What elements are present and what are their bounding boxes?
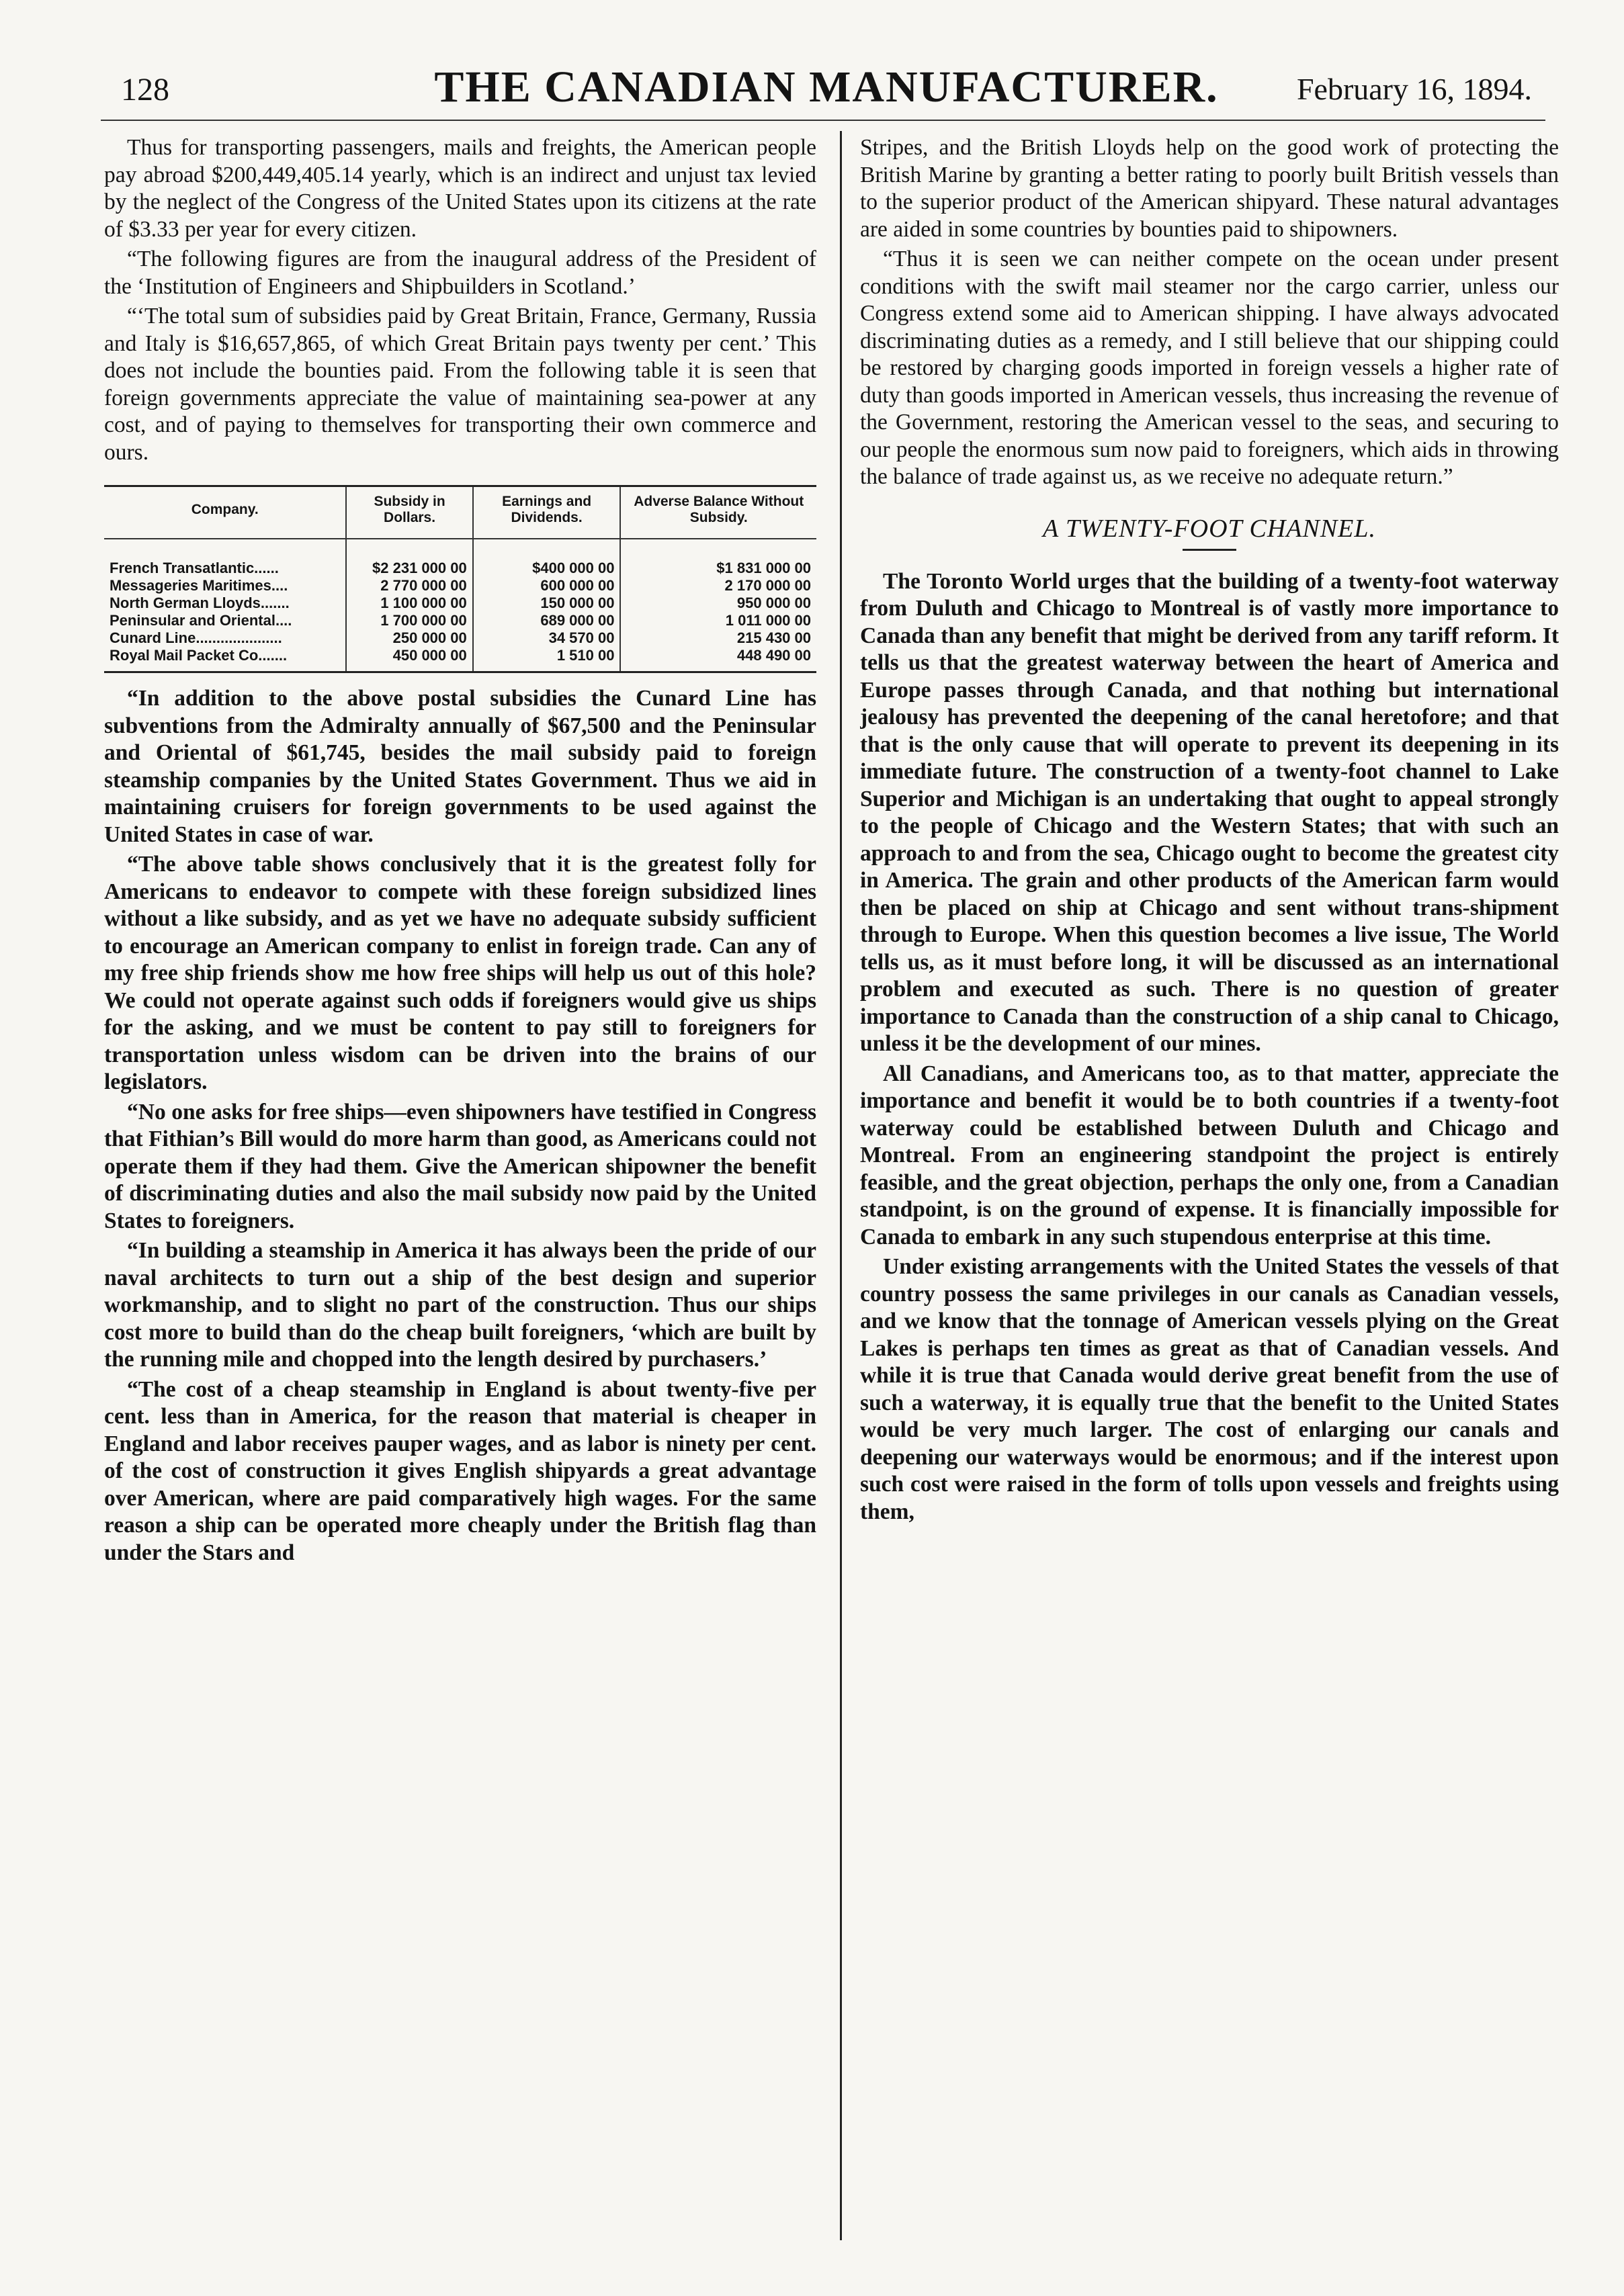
paragraph: “Thus it is seen we can neither compete on the ocean under present conditions with the swift mail steamer nor the cargo carrier, unless our Congress extend some aid to American shipping. I have always advocated discriminating duties as a remedy, and I still believe that our shipping could be restored by charging goods imported in foreign vessels a higher rate of duty than goods imported in American vessels, thus increasing the revenue of the Government, restoring the American vessel to the seas, and securing to our people the enormous sum now paid to foreigners, which aids in throwing the balance of trade against us, as we receive no adequate return.”	[860, 247, 1559, 489]
paragraph: Stripes, and the British Lloyds help on the good work of protecting the British Marine by granting a better rating to poorly built British vessels than to the superior product of the American shipyard. These natural advantages are aided in some countries by bounties paid to shipowners.	[860, 135, 1559, 242]
table-header-row	[104, 487, 816, 539]
paragraph: “The following figures are from the inaugural address of the President of the ‘Institution of Engineers and Shipbuilders in Scotland.’	[104, 247, 816, 299]
paragraph: “The cost of a cheap steamship in England is about twenty-five per cent. less than in America, for the reason that material is cheaper in England and labor receives pauper wages, and as labor is ninety per cent. of the cost of construction it gives English shipyards a great advantage over American, where are paid comparatively high wages. For the same reason a ship can be operated more cheaply under the British flag than under the Stars and	[104, 1376, 816, 1565]
subsidy-table-frame	[104, 485, 816, 673]
table-cell: $1 831 000 00	[620, 539, 816, 577]
heading-rule	[1183, 549, 1236, 551]
table-cell: 1 100 000 00	[346, 594, 472, 612]
table-cell: 1 700 000 00	[346, 612, 472, 629]
issue-date: February 16, 1894.	[1296, 72, 1532, 106]
paragraph: “‘The total sum of subsidies paid by Great Britain, France, Germany, Russia and Italy is $16,657,865, of which Great Britain pays twenty per cent.’ This does not include the bounties paid. From the following table it is seen that foreign governments appreciate the value of maintaining sea-power at any cost, and of paying to themselves for transporting their own commerce and ours.	[104, 304, 816, 465]
table-cell: 1 510 00	[473, 647, 621, 671]
table-cell: $400 000 00	[473, 539, 621, 577]
table-cell: French Transatlantic......	[110, 560, 279, 576]
table-cell: 34 570 00	[473, 629, 621, 647]
column-header: Earnings and Dividends.	[473, 487, 621, 539]
page-header	[121, 62, 1532, 116]
paragraph: “The above table shows conclusively that it is the greatest folly for Americans to endeavor to compete with these foreign subsidized lines without a like subsidy, and as yet we have no adequate subsidy sufficient to encourage an American company to enlist in foreign trade. Can any of my free ship friends show me how free ships will help us out of this hole? We could not operate against such odds if foreigners would give us ships for the asking, and we must be content to pay still to foreigners for transportation unless wisdom can be driven into the brains of our legislators.	[104, 852, 816, 1094]
table-cell: 2 770 000 00	[346, 577, 472, 594]
table-row	[104, 647, 816, 671]
column-header: Subsidy in Dollars.	[346, 487, 472, 539]
table-row	[104, 577, 816, 594]
table-cell: 2 170 000 00	[620, 577, 816, 594]
paragraph: “In building a steamship in America it has always been the pride of our naval architects to turn out a ship of the best design and superior workmanship, and to slight no part of the construction. Thus our ships cost more to build than do the cheap built foreigners, ‘which are built by the running mile and chopped into the length desired by purchasers.’	[104, 1238, 816, 1372]
column-divider	[840, 131, 842, 2240]
left-column	[104, 134, 816, 1566]
table-row	[104, 629, 816, 647]
page-number: 128	[121, 72, 169, 107]
column-header: Adverse Balance Without Subsidy.	[620, 487, 816, 539]
paragraph: Thus for transporting passengers, mails and freights, the American people pay abroad $200,449,405.14 yearly, which is an indirect and unjust tax levied by the neglect of the Congress of the United States upon its citizens at the rate of $3.33 per year for every citizen.	[104, 135, 816, 242]
table-cell: 1 011 000 00	[620, 612, 816, 629]
table-row	[104, 539, 816, 577]
table-cell: Cunard Line.....................	[110, 629, 282, 646]
paragraph: “In addition to the above postal subsidies the Cunard Line has subventions from the Admiralty annually of $67,500 and the Peninsular and Oriental of $61,745, besides the mail subsidy paid to foreign steamship companies by the United States Government. Thus we aid in maintaining cruisers for foreign governments to be used against the United States in case of war.	[104, 686, 816, 847]
table-cell: 250 000 00	[346, 629, 472, 647]
paragraph: The Toronto World urges that the building of a twenty-foot waterway from Duluth and Chicago to Montreal is of vastly more importance to Canada than any benefit that might be derived from any tariff reform. It tells us that the greatest waterway between the heart of America and Europe passes through Canada, and that nothing but international jealousy has prevented the deepening of the canal heretofore; and that that is the only cause that will operate to prevent its deepening in its immediate future. The construction of a twenty-foot channel to Lake Superior and Michigan is an undertaking that ought to appeal strongly to the people of Chicago and the Western States; that with such an approach to and from the sea, Chicago ought to become the greatest city in America. The grain and other products of the American farm would then be placed on ship at Chicago and sent without trans-shipment through to Europe. When this question becomes a live issue, The World tells us, as it must before long, it will be discussed as an international problem and executed as such. There is no question of greater importance to Canada than the construction of a ship canal to Chicago, unless it be the development of our mines.	[860, 568, 1559, 1056]
table-cell: North German Lloyds.......	[110, 594, 290, 611]
section-heading: A TWENTY-FOOT CHANNEL.	[1042, 514, 1377, 543]
table-cell: Messageries Maritimes....	[110, 577, 288, 594]
table-cell: 600 000 00	[473, 577, 621, 594]
table-cell: Royal Mail Packet Co.......	[110, 647, 288, 664]
table-cell: 150 000 00	[473, 594, 621, 612]
table-cell: 448 490 00	[620, 647, 816, 671]
right-column	[860, 134, 1559, 1526]
table-row	[104, 612, 816, 629]
table-cell: Peninsular and Oriental....	[110, 612, 292, 629]
table-cell: 450 000 00	[346, 647, 472, 671]
paragraph: Under existing arrangements with the United States the vessels of that country possess the same privileges in our canals as Canadian vessels, and we know that the tonnage of American vessels plying on the Great Lakes is perhaps ten times as great as that of Canadian vessels. And while it is true that Canada would derive great benefit from the use of such a waterway, it is equally true that the benefit to the United States would be very much larger. The cost of enlarging our canals and deepening our waterways would be enormous; and if the interest upon such cost were raised in the form of tolls upon vessels and freights using them,	[860, 1254, 1559, 1524]
table-cell: $2 231 000 00	[346, 539, 472, 577]
table-cell: 215 430 00	[620, 629, 816, 647]
table-cell: 950 000 00	[620, 594, 816, 612]
column-header: Company.	[104, 487, 346, 539]
masthead: THE CANADIAN MANUFACTURER.	[434, 62, 1219, 112]
header-rule	[101, 120, 1545, 121]
table-row	[104, 594, 816, 612]
subsidy-table	[104, 487, 816, 671]
table-cell: 689 000 00	[473, 612, 621, 629]
paragraph: “No one asks for free ships—even shipowners have testified in Congress that Fithian’s Bill would do more harm than good, as Americans could not operate them if they had them. Give the American shipowner the benefit of discriminating duties and also the mail subsidy now paid by the United States to foreigners.	[104, 1099, 816, 1233]
paragraph: All Canadians, and Americans too, as to that matter, appreciate the importance and benefit it would be to both countries if a twenty-foot waterway could be established between Duluth and Chicago and Montreal. From an engineering standpoint the project is entirely feasible, and the great objection, perhaps the only one, from a Canadian standpoint, is on the ground of expense. It is financially impossible for Canada to embark in any such stupendous enterprise at this time.	[860, 1061, 1559, 1249]
